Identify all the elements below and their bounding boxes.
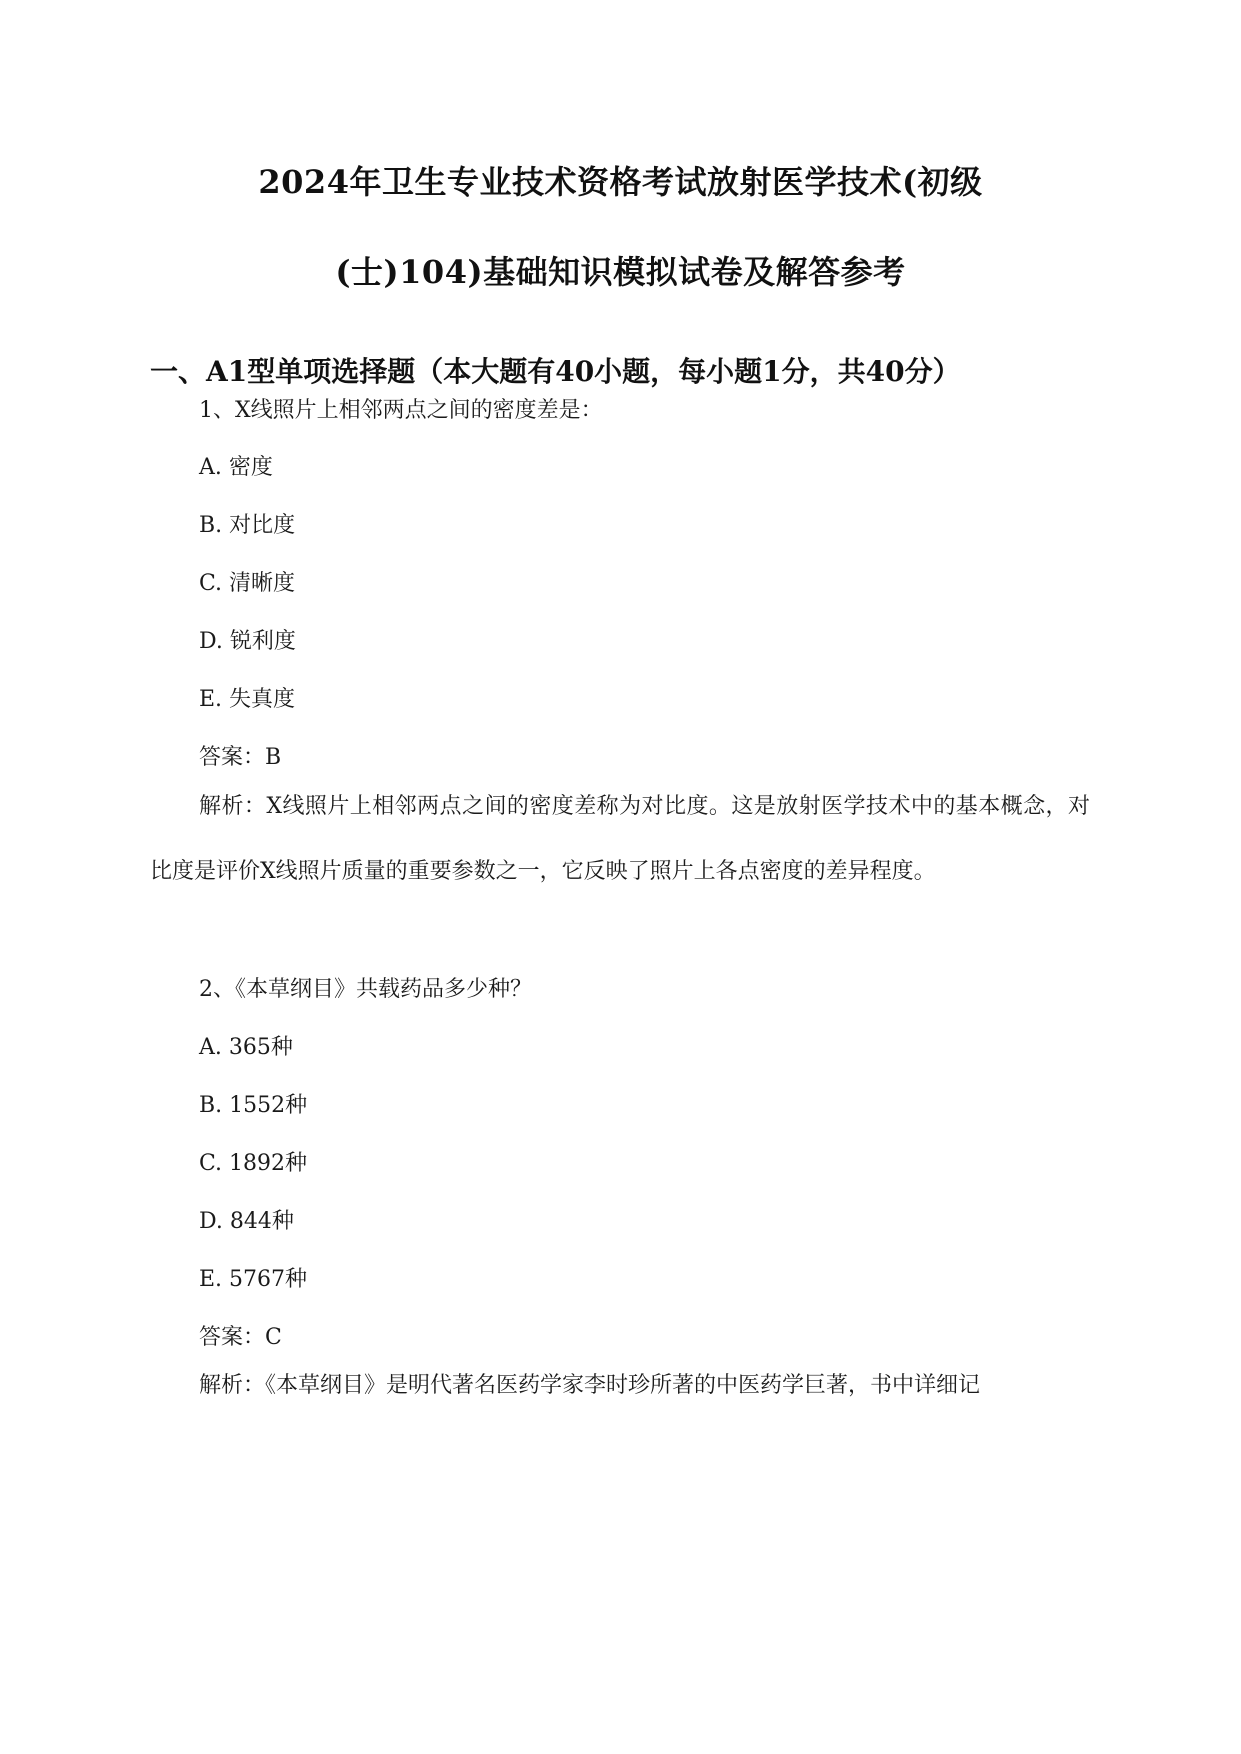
answer-line: 答案：C [199,1325,282,1350]
option-item: D. 844种 [199,1209,294,1234]
section-heading: 一、A1型单项选择题（本大题有40小题，每小题1分，共40分） [150,355,961,388]
answer-line: 答案：B [199,745,282,770]
document-title-line-2: (士)104)基础知识模拟试卷及解答参考 [335,253,906,291]
document-title-line-1: 2024年卫生专业技术资格考试放射医学技术(初级 [258,163,983,201]
option-item: E. 5767种 [199,1267,308,1292]
question-stem: 1、X线照片上相邻两点之间的密度差是： [199,398,603,423]
option-item: E. 失真度 [199,687,296,712]
option-item: B. 对比度 [199,513,296,538]
option-item: A. 365种 [199,1035,293,1060]
question-stem: 2、《本草纲目》共载药品多少种？ [199,977,532,1002]
explanation-paragraph: 解析：X线照片上相邻两点之间的密度差称为对比度。这是放射医学技术中的基本概念，对比度是评价X线照片质量的重要参数之一，它反映了照片上各点密度的差异程度。 [150,794,1090,884]
option-item: C. 清晰度 [199,571,296,596]
option-item: A. 密度 [199,455,273,480]
option-item: D. 锐利度 [199,629,296,654]
option-item: C. 1892种 [199,1151,308,1176]
explanation-paragraph: 解析：《本草纲目》是明代著名医药学家李时珍所著的中医药学巨著，书中详细记 [199,1373,981,1398]
option-item: B. 1552种 [199,1093,308,1118]
